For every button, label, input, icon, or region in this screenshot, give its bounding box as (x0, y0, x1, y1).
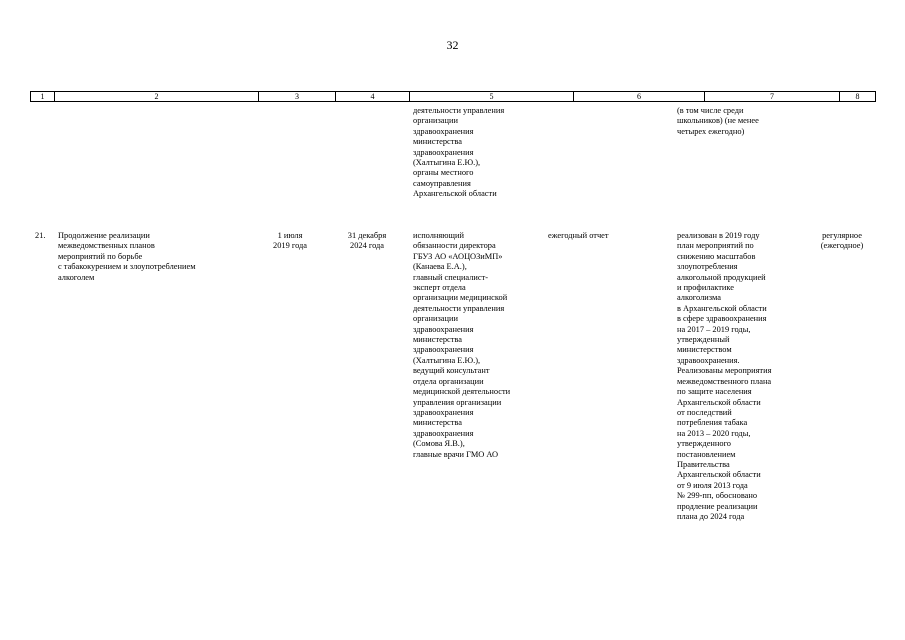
header-cell-3: 3 (258, 92, 335, 101)
start-date: 1 июля 2019 года (273, 231, 307, 251)
header-cell-2: 2 (54, 92, 258, 101)
frequency: регулярное (ежегодное) (820, 231, 864, 251)
header-cell-4: 4 (335, 92, 409, 101)
row-number: 21. (35, 231, 46, 240)
continuation-executors: деятельности управления организации здравоохранения министерства здравоохранения (Халтыгина Е.Ю.), органы местного самоуправления Архангельской области (413, 106, 505, 199)
header-cell-1: 1 (40, 92, 45, 101)
measure-name: Продолжение реализации межведомственных планов мероприятий по борьбе с табакокурением и злоупотреблением алкоголем (58, 231, 196, 282)
executors: исполняющий обязанности директора ГБУЗ АО «АОЦОЗиМП» (Канаева Е.А.), главный специалист- эксперт отдела организации медицинской деятельности управления организации здравоохранения министерства здравоохранения (Халтыгина Е.Ю.), ведущий консультант отдела организации медицинской деятельности управления организации здравоохранения министерства здравоохранения (Сомова Я.В.), главные врачи ГМО АО (413, 231, 511, 459)
header-cell-8: 8 (839, 92, 875, 101)
header-cell-7: 7 (704, 92, 839, 101)
table-header-row (30, 91, 876, 102)
end-date: 31 декабря 2024 года (347, 231, 387, 251)
page-number: 32 (446, 38, 459, 52)
result-description: реализован в 2019 году план мероприятий по снижению масштабов злоупотребления алкогольной продукцией и профилактике алкоголизма в Архангельской области в сфере здравоохранения на 2017 – 2019 годы, утвержденный министерством здравоохранения. Реализованы мероприятия межведомственного плана по защите населения Архангельской области от последствий потребления табака на 2013 – 2020 годы, утвержденного постановлением Правительства Архангельской области от 9 июля 2013 года № 299-пп, обосновано продление реализации плана до 2024 года (677, 231, 772, 521)
header-cell-6: 6 (573, 92, 704, 101)
continuation-result: (в том числе среди школьников) (не менее четырех ежегодно) (677, 106, 759, 136)
report-form: ежегодный отчет (548, 231, 609, 240)
header-cell-5: 5 (409, 92, 573, 101)
